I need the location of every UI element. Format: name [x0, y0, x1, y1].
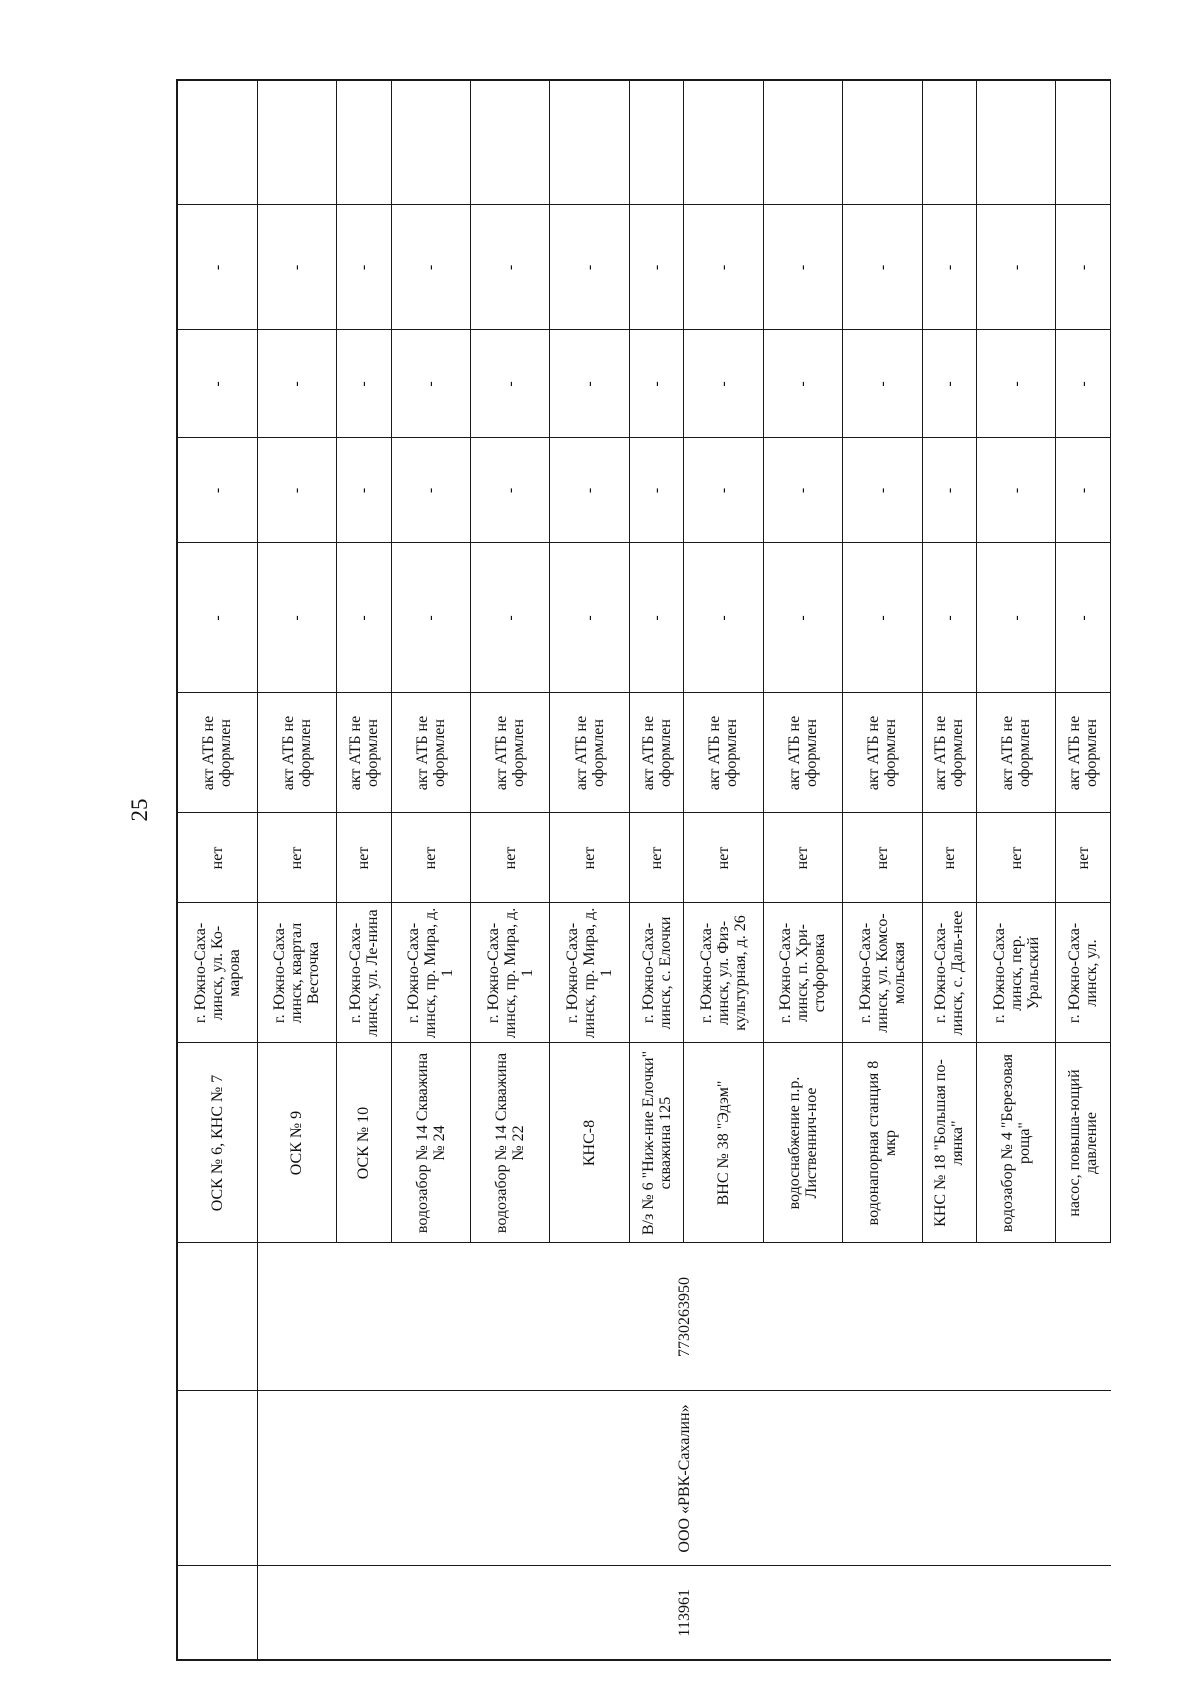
- flag-cell: нет: [470, 813, 549, 903]
- dash-cell: -: [177, 330, 257, 438]
- flag-cell: нет: [763, 813, 842, 903]
- dash-cell: -: [684, 543, 763, 693]
- dash-cell: -: [922, 205, 976, 330]
- empty-cell: [843, 80, 922, 205]
- dash-cell: -: [550, 330, 629, 438]
- dash-cell: -: [470, 330, 549, 438]
- empty-cell: [629, 80, 683, 205]
- dash-cell: -: [629, 543, 683, 693]
- object-cell: водонапорная станция 8 мкр: [843, 1043, 922, 1243]
- act-cell: акт АТБ не оформлен: [922, 693, 976, 813]
- dash-cell: -: [763, 330, 842, 438]
- act-cell: акт АТБ не оформлен: [684, 693, 763, 813]
- empty-cell: [337, 80, 391, 205]
- empty-cell: [550, 80, 629, 205]
- object-cell: ОСК № 9: [257, 1043, 336, 1243]
- dash-cell: -: [177, 543, 257, 693]
- flag-cell: нет: [177, 813, 257, 903]
- dash-cell: -: [257, 205, 336, 330]
- flag-cell: нет: [629, 813, 683, 903]
- object-cell: ОСК № 6, КНС № 7: [177, 1043, 257, 1243]
- dash-cell: -: [470, 543, 549, 693]
- rotated-table-frame: [176, 81, 1111, 1661]
- flag-cell: нет: [337, 813, 391, 903]
- empty-cell: [257, 80, 336, 205]
- dash-cell: -: [629, 438, 683, 543]
- flag-cell: нет: [843, 813, 922, 903]
- address-cell: г. Южно-Саха-линск, с. Елочки: [629, 903, 683, 1043]
- dash-cell: -: [843, 543, 922, 693]
- dash-cell: -: [763, 205, 842, 330]
- object-cell: насос, повыша-ющий давление: [1056, 1043, 1111, 1243]
- empty-cell: [391, 80, 470, 205]
- dash-cell: -: [629, 205, 683, 330]
- dash-cell: -: [391, 205, 470, 330]
- empty-cell: [470, 80, 549, 205]
- dash-cell: -: [843, 205, 922, 330]
- table-body: [177, 80, 1111, 1660]
- flag-cell: нет: [922, 813, 976, 903]
- inn-cell: 7730263950: [257, 1243, 1110, 1391]
- act-cell: акт АТБ не оформлен: [843, 693, 922, 813]
- dash-cell: -: [470, 205, 549, 330]
- dash-cell: -: [257, 330, 336, 438]
- address-cell: г. Южно-Саха-линск, ул. Физ-культурная, д. 26: [684, 903, 763, 1043]
- act-cell: акт АТБ не оформлен: [337, 693, 391, 813]
- empty-cell: [177, 1566, 257, 1660]
- address-cell: г. Южно-Саха-линск, пр. Мира, д. 1: [550, 903, 629, 1043]
- dash-cell: -: [977, 543, 1056, 693]
- address-cell: г. Южно-Саха-линск, ул. Ко-марова: [177, 903, 257, 1043]
- empty-cell: [684, 80, 763, 205]
- object-cell: ВНС № 38 "Эдэм": [684, 1043, 763, 1243]
- dash-cell: -: [177, 205, 257, 330]
- address-cell: г. Южно-Саха-линск, ул. Комсо-мольская: [843, 903, 922, 1043]
- empty-cell: [1056, 80, 1111, 205]
- act-cell: акт АТБ не оформлен: [763, 693, 842, 813]
- flag-cell: нет: [977, 813, 1056, 903]
- act-cell: акт АТБ не оформлен: [1056, 693, 1111, 813]
- address-cell: г. Южно-Саха-линск, п. Хри-стофоровка: [763, 903, 842, 1043]
- act-cell: акт АТБ не оформлен: [177, 693, 257, 813]
- address-cell: г. Южно-Саха-линск, пр. Мира, д. 1: [391, 903, 470, 1043]
- flag-cell: нет: [257, 813, 336, 903]
- page-number: 25: [127, 798, 152, 822]
- dash-cell: -: [257, 543, 336, 693]
- object-cell: водоснабжение п.р. Лиственнич-ное: [763, 1043, 842, 1243]
- dash-cell: -: [922, 330, 976, 438]
- dash-cell: -: [922, 543, 976, 693]
- address-cell: г. Южно-Саха-линск, квартал Весточка: [257, 903, 336, 1043]
- flag-cell: нет: [1056, 813, 1111, 903]
- dash-cell: -: [977, 205, 1056, 330]
- act-cell: акт АТБ не оформлен: [391, 693, 470, 813]
- address-cell: г. Южно-Саха-линск, с. Даль-нее: [922, 903, 976, 1043]
- dash-cell: -: [843, 438, 922, 543]
- act-cell: акт АТБ не оформлен: [257, 693, 336, 813]
- dash-cell: -: [391, 438, 470, 543]
- dash-cell: -: [763, 543, 842, 693]
- object-cell: В/з № 6 "Ниж-ние Елочки" скважина 125: [629, 1043, 683, 1243]
- dash-cell: -: [550, 205, 629, 330]
- table-row: [257, 80, 336, 1660]
- flag-cell: нет: [391, 813, 470, 903]
- empty-cell: [177, 1243, 257, 1391]
- empty-cell: [977, 80, 1056, 205]
- reg-no-cell: 113961: [257, 1566, 1110, 1660]
- address-cell: г. Южно-Саха-линск, ул. Ле-нина: [337, 903, 391, 1043]
- dash-cell: -: [337, 543, 391, 693]
- empty-cell: [763, 80, 842, 205]
- flag-cell: нет: [550, 813, 629, 903]
- dash-cell: -: [684, 330, 763, 438]
- address-cell: г. Южно-Саха-линск, ул.: [1056, 903, 1111, 1043]
- dash-cell: -: [337, 438, 391, 543]
- dash-cell: -: [391, 543, 470, 693]
- dash-cell: -: [684, 438, 763, 543]
- dash-cell: -: [337, 330, 391, 438]
- dash-cell: -: [470, 438, 549, 543]
- dash-cell: -: [1056, 543, 1111, 693]
- dash-cell: -: [337, 205, 391, 330]
- objects-table: [176, 79, 1111, 1661]
- flag-cell: нет: [684, 813, 763, 903]
- dash-cell: -: [177, 438, 257, 543]
- dash-cell: -: [1056, 438, 1111, 543]
- table-row: [177, 80, 257, 1660]
- dash-cell: -: [629, 330, 683, 438]
- object-cell: КНС-8: [550, 1043, 629, 1243]
- dash-cell: -: [763, 438, 842, 543]
- address-cell: г. Южно-Саха-линск, пр. Мира, д. 1: [470, 903, 549, 1043]
- object-cell: водозабор № 14 Скважина № 22: [470, 1043, 549, 1243]
- dash-cell: -: [550, 543, 629, 693]
- object-cell: КНС № 18 "Большая по-лянка": [922, 1043, 976, 1243]
- act-cell: акт АТБ не оформлен: [470, 693, 549, 813]
- object-cell: водозабор № 14 Скважина № 24: [391, 1043, 470, 1243]
- dash-cell: -: [550, 438, 629, 543]
- dash-cell: -: [977, 330, 1056, 438]
- object-cell: ОСК № 10: [337, 1043, 391, 1243]
- address-cell: г. Южно-Саха-линск, пер. Уральский: [977, 903, 1056, 1043]
- empty-cell: [177, 1391, 257, 1566]
- act-cell: акт АТБ не оформлен: [550, 693, 629, 813]
- dash-cell: -: [1056, 205, 1111, 330]
- dash-cell: -: [843, 330, 922, 438]
- empty-cell: [177, 80, 257, 205]
- empty-cell: [922, 80, 976, 205]
- dash-cell: -: [684, 205, 763, 330]
- dash-cell: -: [922, 438, 976, 543]
- dash-cell: -: [391, 330, 470, 438]
- act-cell: акт АТБ не оформлен: [977, 693, 1056, 813]
- org-name-cell: ООО «РВК-Сахалин»: [257, 1391, 1110, 1566]
- object-cell: водозабор № 4 "Березовая роща": [977, 1043, 1056, 1243]
- dash-cell: -: [977, 438, 1056, 543]
- dash-cell: -: [257, 438, 336, 543]
- act-cell: акт АТБ не оформлен: [629, 693, 683, 813]
- dash-cell: -: [1056, 330, 1111, 438]
